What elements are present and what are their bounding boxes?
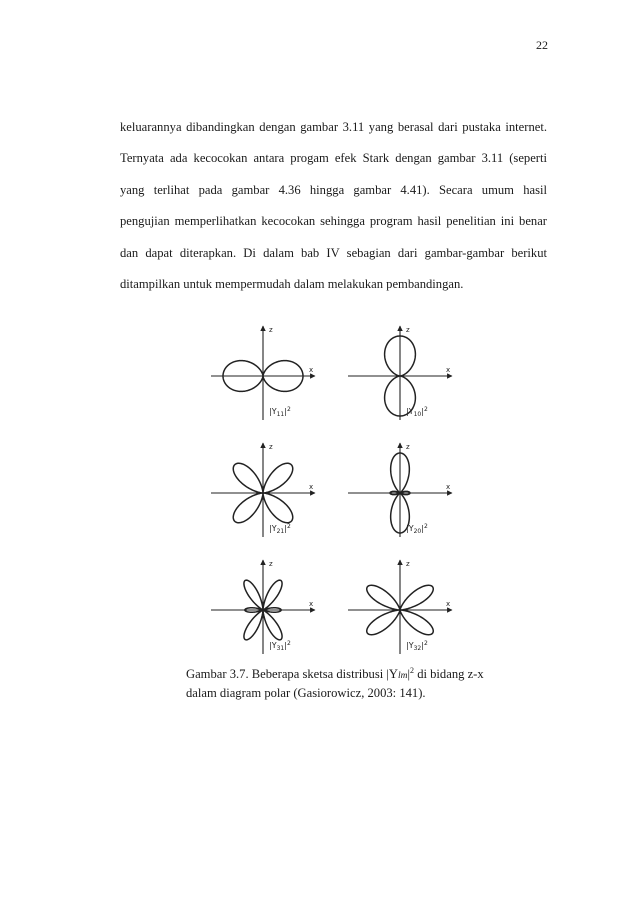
panel-label: $|Y_{32}|^2$ [406, 640, 428, 652]
polar-panel [211, 326, 315, 420]
polar-panel [348, 560, 452, 654]
paragraph-line: Ternyata ada kecocokan antara progam efek Stark dengan gambar 3.11 (seperti [120, 151, 547, 166]
paragraph-line: yang terlihat pada gambar 4.36 hingga gambar 4.41). Secara umum hasil [120, 182, 547, 197]
x-axis-label: x [446, 600, 451, 608]
panel-label: $|Y_{20}|^2$ [406, 523, 428, 535]
z-axis-label: z [269, 443, 273, 451]
panel-label: $|Y_{31}|^2$ [269, 640, 291, 652]
caption-line-1: Gambar 3.7. Beberapa sketsa distribusi $|Ylm|^2$ di bidang z-x [186, 666, 484, 682]
panel-label: $|Y_{10}|^2$ [406, 406, 428, 418]
x-axis-label: x [446, 366, 451, 374]
x-axis-label: x [309, 366, 314, 374]
polar-panel [211, 443, 315, 537]
paragraph-line: dan dapat diterapkan. Di dalam bab IV sebagian dari gambar-gambar berikut [120, 245, 547, 260]
polar-panel [211, 560, 315, 654]
paragraph-line: keluarannya dibandingkan dengan gambar 3.11 yang berasal dari pustaka internet. [120, 120, 547, 134]
z-axis-label: z [406, 560, 410, 568]
polar-panel [348, 443, 452, 537]
panel-label: $|Y_{21}|^2$ [269, 523, 291, 535]
x-axis-label: x [446, 483, 451, 491]
x-axis-label: x [309, 600, 314, 608]
caption-line-2: dalam diagram polar (Gasiorowicz, 2003: 141). [186, 686, 426, 701]
z-axis-label: z [406, 443, 410, 451]
z-axis-label: z [406, 326, 410, 334]
z-axis-label: z [269, 326, 273, 334]
x-axis-label: x [309, 483, 314, 491]
polar-panels [211, 326, 452, 654]
polar-panel [348, 326, 452, 420]
figure-polar-diagrams [205, 325, 465, 660]
figure-caption [186, 662, 484, 702]
page-number: 22 [536, 38, 548, 52]
polar-diagram-grid [205, 325, 465, 660]
panel-label: $|Y_{11}|^2$ [269, 406, 291, 418]
paragraph-line: ditampilkan untuk mempermudah dalam melakukan pembandingan. [120, 276, 464, 291]
z-axis-label: z [269, 560, 273, 568]
body-paragraph [120, 119, 547, 307]
paragraph-line: pengujian memperlihatkan kecocokan sehingga program hasil penelitian ini benar [120, 214, 547, 229]
